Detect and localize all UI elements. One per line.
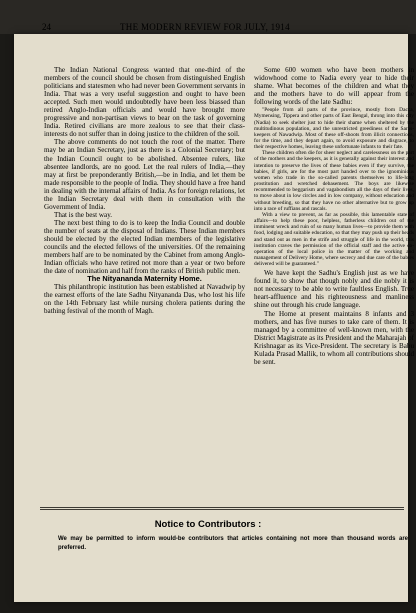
page-header [42, 22, 402, 34]
notice-title: Notice to Contributors : [154, 519, 262, 530]
quote-paragraph: With a view to prevent, as far as possible, this lamentable state of affairs—to help these poor, helpless, fatherless children out of the imminent wreck and ruin of so many human lives—to provide them with food, lodging and suitable education, so that they may push up their heads and stand out as men in the strife and struggle of life in the world, this institution craves the permission of the official staff and the active co-operation of the local police in the matter of the working and management of Delivery Home, where secrecy and due care of the babies delivered will be guaranteed." [254, 211, 414, 268]
section-heading: The Nityananda Maternity Home. [87, 274, 202, 284]
paragraph: The Indian National Congress wanted that one-third of the members of the council should be chosen from distinguished English politicians and statesmen who had never been Government servants in India. That was a very useful suggestion and ought to have been accepted. Such men would undoubtedly have been less biassed than retired Anglo-Indian officials and would have brought more progressive and non-partisan views to bear on the task of governing India. Retired civilians are more zealous to see that their class-interests do not suffer than in doing justice to the children of the soil. [44, 66, 245, 139]
paragraph: This philanthropic institution has been established at Navadwip by the earnest efforts of the late Sadhu Nityananda Das, who lost his life on the 14th February last while nursing cholera patients during the bathing festival of the month of Magh. [44, 283, 245, 316]
page-number: 24 [42, 22, 51, 32]
divider-rule [40, 509, 404, 510]
paragraph: We have kept the Sadhu's English just as we have found it, to show that though nobly and die nobly it is not necessary to be able to write faultless English. True heart-affluence and his righteousness and manliness shine out through his crude language. [254, 269, 414, 310]
notice-body: We may be permitted to inform would-be contributors that articles containing not more than thousand words are preferred. [58, 536, 408, 551]
right-column [254, 66, 414, 366]
paragraph: That is the best way. [54, 210, 113, 219]
quote-paragraph: These children often die for sheer neglect and carelessness on the part of the mothers and the keepers, as it is generally against their interest and intention to preserve the lives of these babies even if they survive, the babies, if girls, are for the most part handed over to the ignominious women who trade in the so-called parents themselves to life-long prostitution and wretched debasement. The boys are likewise recommended to beggarism and vagabondism all the days of their lives, to move about in low circles and in low company, without education and without breeding, so that they have no other alternative but to grow up into a race of ruffians and rascals. [254, 150, 414, 212]
paragraph: The next best thing to do is to keep the India Council and double the number of seats at the disposal of Indians. These Indian members should be elected by the elected Indian members of the legislative councils and the elected fellows of the universities. Of the remaining members half are to be nominated by the Cabinet from among Anglo-Indian officials who have retired not more than a year or two before the date of nomination and half from the ranks of British public men. [44, 218, 245, 276]
quotation-block [254, 107, 414, 267]
paragraph: The above comments do not touch the root of the matter. There may be an Indian Secretary, just as there is a Colonial Secretary; but the Indian Council ought to be abolished. Absentee rulers, like absentee landlords, are no good. Let the real rulers of India,—they may at first be preponderantly British,—be in India, and let them be made responsible to the people of India. They should have a free hand in dealing with the internal affairs of India. As for foreign relations, let the Indian Secretary deal with them in consultation with the Government of India. [44, 138, 245, 211]
paragraph: Some 600 women who have been mothers in widowhood come to Nadia every year to hide their shame. What becomes of the children and what they and the mothers have to do will appear from the following words of the late Sadhu: [254, 66, 414, 107]
quote-paragraph: "People from all parts of the province, mostly from Dacca, Mymensing, Tippera and other parts of East Bengal, throng into this city (Nadia) to seek shelter just to hide their shame when sheltered by the multitudinous population, and the unrestricted greediness of the Saras-keepers of Nawadwip. Most of these off-shoots from illicit connections, for the time, and they depart again, to avoid exposure and disgrace, to their respective homes, leaving these unfortunate infants to their fate. [254, 107, 414, 151]
left-column [44, 66, 245, 315]
running-title: THE MODERN REVIEW FOR JULY, 1914 [120, 22, 290, 32]
divider-rule [40, 507, 404, 508]
paragraph: The Home at present maintains 8 infants and 3 mothers, and has five nurses to take care of them. It is managed by a committee of well-known men, with the District Magistrate as its President and the Maharajah of Krishnagar as its Vice-President. The secretary is Babu Kulada Prasad Mallik, to whom all contributions should be sent. [254, 309, 414, 366]
